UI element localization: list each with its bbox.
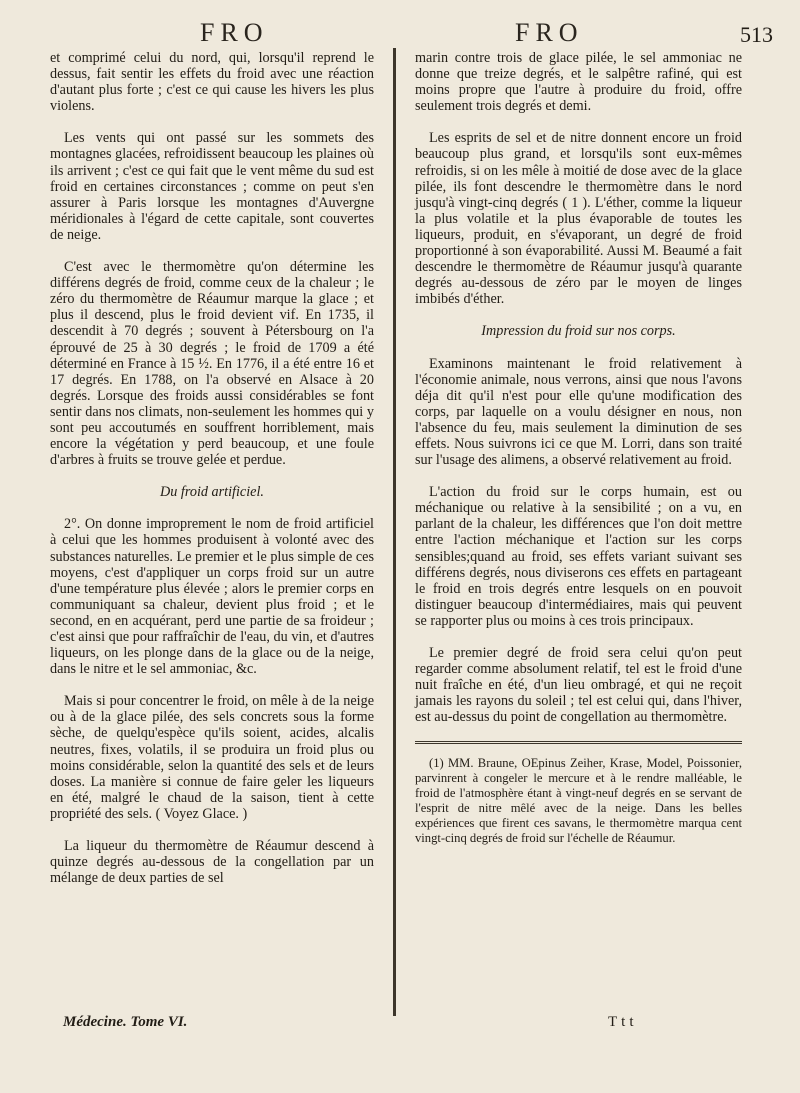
section-heading: Du froid artificiel. [160, 484, 264, 501]
paragraph: Le premier degré de froid sera celui qu'on peut regarder comme absolument relatif, tel est le froid d'une nuit fraîche en été, d'un lieu ombragé, et qui ne reçoit jamais les rayons du soleil ; tel est celui qui, dans l'hiver, est au-dessus du point de congellation au thermomètre. [415, 645, 742, 726]
paragraph: Mais si pour concentrer le froid, on mêle à de la neige ou à de la glace pilée, des sels concrets sous la forme sèche, de quelqu'espèce qu'ils soient, acides, alcalis neutres, fixes, volatils, il se produira un froid plus ou moins considérable, selon la quantité des sels et de leurs doses. La manière si connue de faire geler les liqueurs en été, malgré le chaud de la saison, tient à cette propriété des sels. ( Voyez Glace. ) [50, 693, 374, 822]
paragraph: marin contre trois de glace pilée, le sel ammoniac ne donne que treize degrés, et le salpêtre rafiné, qui est moins propre que l'autre à produire du froid, offre seulement trois degrés et demi. [415, 50, 742, 115]
right-column [415, 50, 742, 846]
signature-mark: Ttt [608, 1014, 638, 1030]
footer-volume: Médecine. Tome VI. [63, 1014, 188, 1030]
paragraph: La liqueur du thermomètre de Réaumur descend à quinze degrés au-dessous de la congellation par un mélange de deux parties de sel [50, 838, 374, 887]
paragraph: Les esprits de sel et de nitre donnent encore un froid beaucoup plus grand, et lorsqu'ils sont eux-mêmes refroidis, si on les mêle à moitié de dose avec de la glace pilée, ils font descendre le thermomètre dans le nord jusqu'à vingt-cinq degrés ( 1 ). L'éther, comme la liqueur la plus volatile et la plus évaporable de toutes les liqueurs, produit, en s'évaporant, un degré de froid proportionné à son évaporabilité. Aussi M. Beaumé a fait descendre le thermomètre de Réaumur jusqu'à quarante degrés au-dessous de zéro par le moyen de linges imbibés d'éther. [415, 130, 742, 308]
column-divider [393, 48, 396, 1016]
paragraph: Les vents qui ont passé sur les sommets des montagnes glacées, refroidissent beaucoup les plaines où ils arrivent ; c'est ce qui fait que le vent même du sud est froid en certaines circonstances ; comme on peut s'en assurer à Paris lorsque les montagnes d'Auvergne méridionales à l'égard de cette capitale, sont couvertes de neige. [50, 130, 374, 243]
paragraph: et comprimé celui du nord, qui, lorsqu'il reprend le dessus, fait sentir les effets du froid avec une réaction d'autant plus forte ; c'est ce qui cause les hivers les plus violens. [50, 50, 374, 115]
page-number: 513 [740, 22, 773, 47]
footnote: (1) MM. Braune, OEpinus Zeiher, Krase, Model, Poissonier, parvinrent à congeler le mercure et à le rendre malléable, le froid de l'atmosphère étant à vingt-neuf degrés en se servant de l'esprit de nitre mêlé avec de la neige. Dans les belles expériences que firent ces savans, le thermomètre marqua cent vingt-cinq degrés de froid sur l'échelle de Réaumur. [415, 756, 742, 846]
running-head-right: FRO [515, 18, 584, 47]
running-head-left: FRO [200, 18, 269, 47]
paragraph: C'est avec le thermomètre qu'on détermine les différens degrés de froid, comme ceux de la chaleur ; le zéro du thermomètre de Réaumur marque la glace ; et plus il descend, plus le froid devient vif. En 1735, il descendit à 70 degrés ; souvent à Pétersbourg on l'a éprouvé de 25 à 30 degrés ; le froid de 1709 a été déterminé en France à 15 ½. En 1776, il a été entre 16 et 17 degrés. En 1788, on l'a observé en Alsace à 20 degrés. Lorsque des froids aussi considérables se font sentir dans nos climats, non-seulement les hommes qui y sont peu accoutumés en souffrent horriblement, mais encore la végétation y perd beaucoup, et une foule d'arbres à fruits se trouve gelée et perdue. [50, 259, 374, 469]
footnote-rule [415, 741, 742, 744]
paragraph: 2°. On donne improprement le nom de froid artificiel à celui que les hommes produisent à volonté avec des substances naturelles. Le premier et le plus simple de ces moyens, c'est d'appliquer un corps froid sur un autre d'une température plus élevée ; alors le premier corps en communiquant sa chaleur, devient plus froid ; et le second, en en acquérant, perd une partie de sa froideur ; c'est ainsi que pour raffraîchir de l'eau, du vin, et d'autres liqueurs, on les plonge dans de la glace ou de la neige, dans le nitre et le sel ammoniac, &c. [50, 516, 374, 678]
section-heading: Impression du froid sur nos corps. [481, 323, 676, 340]
paragraph: Examinons maintenant le froid relativement à l'économie animale, nous verrons, ainsi que nous l'avons déja dit qu'il n'est pour elle qu'une modification des corps, par laquelle on a voulu désigner en nous, non l'absence du feu, mais seulement la diminution de ses effets. Nous suivrons ici ce que M. Lorri, dans son traité sur l'usage des alimens, a observé relativement au froid. [415, 355, 742, 469]
left-column [50, 50, 374, 886]
paragraph: L'action du froid sur le corps humain, est ou méchanique ou relative à la sensibilité ; on a vu, en parlant de la chaleur, les différences que l'on doit mettre entre l'action méchanique et l'action sur les corps sensibles;quand au froid, ses effets variant suivant ses différens degrés, nous diviserons ces effets en partageant le froid en trois degrés entre lesquels on en pouvoit distinguer beaucoup d'intermédiaires, mais qui peuvent se rapporter plus ou moins à ces trois principaux. [415, 484, 742, 629]
